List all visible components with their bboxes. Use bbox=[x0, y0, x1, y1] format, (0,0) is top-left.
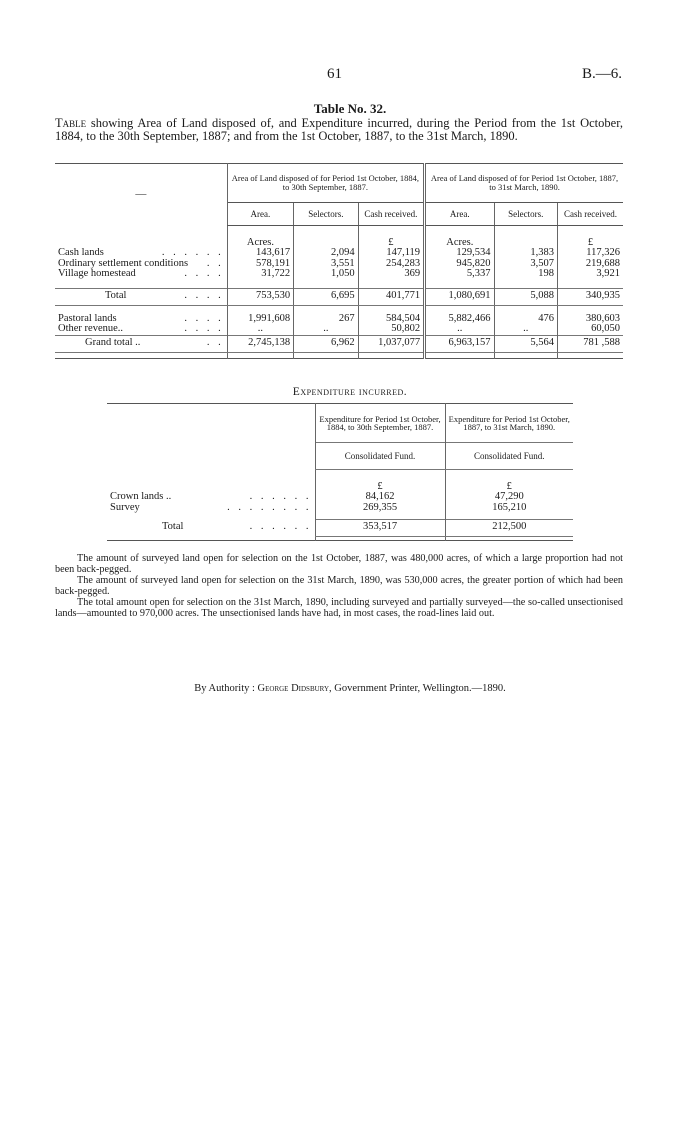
period-1-header: Area of Land disposed of for Period 1st October, 1884, to 30th September, 1887. bbox=[227, 164, 424, 203]
selectors-cell: .. bbox=[494, 324, 557, 335]
caption-lead: Table bbox=[55, 116, 87, 130]
row-label: Ordinary settlement conditions bbox=[58, 257, 189, 269]
col-header-selectors: Selectors. bbox=[494, 203, 557, 226]
table-row bbox=[107, 503, 573, 514]
cash-cell: 50,802 bbox=[358, 324, 424, 335]
note-paragraph: The amount of surveyed land open for selection on the 1st October, 1887, was 480,000 acres, of which a large proportion had not been back-pegged. bbox=[55, 553, 623, 575]
selectors-cell: .. bbox=[294, 324, 358, 335]
total-row bbox=[55, 288, 623, 305]
row-label: Crown lands .. bbox=[110, 491, 172, 502]
area-cell: 945,820 bbox=[425, 259, 494, 270]
area-cell: .. bbox=[227, 324, 293, 335]
amount-cell: 212,500 bbox=[445, 519, 573, 536]
leader-dots: . . . . . . bbox=[249, 491, 312, 502]
selectors-cell: 2,094 bbox=[294, 248, 358, 259]
unit-label: Acres. bbox=[425, 238, 494, 249]
selectors-cell: 1,050 bbox=[294, 269, 358, 280]
area-cell: 2,745,138 bbox=[227, 335, 293, 352]
cash-cell: 369 bbox=[358, 269, 424, 280]
leader-dots: . . . . . . . . bbox=[227, 501, 312, 513]
area-cell: 1,080,691 bbox=[425, 288, 494, 305]
selectors-cell: 3,551 bbox=[294, 259, 358, 270]
unit-label: Acres. bbox=[227, 238, 293, 249]
selectors-cell: 198 bbox=[494, 269, 557, 280]
amount-cell: 269,355 bbox=[315, 503, 445, 514]
area-cell: 1,991,608 bbox=[227, 314, 293, 325]
area-cell: 143,617 bbox=[227, 248, 293, 259]
leader-dots: . . bbox=[206, 257, 224, 269]
notes bbox=[55, 553, 623, 619]
row-label: Cash lands bbox=[58, 247, 104, 258]
row-label: Survey bbox=[110, 501, 140, 513]
table-row bbox=[55, 324, 623, 335]
grand-total-row bbox=[55, 335, 623, 352]
stub-header: — bbox=[135, 188, 147, 201]
expenditure-period-1-header: Expenditure for Period 1st October, 1884, to 30th September, 1887. bbox=[315, 404, 445, 443]
unit-label: £ bbox=[557, 238, 623, 249]
leader-dots: . . . . . . bbox=[249, 521, 312, 533]
table-title: Table No. 32. bbox=[313, 101, 387, 116]
area-cell: 578,191 bbox=[227, 259, 293, 270]
col-header-selectors: Selectors. bbox=[294, 203, 358, 226]
cash-cell: 117,326 bbox=[557, 248, 623, 259]
selectors-cell: 1,383 bbox=[494, 248, 557, 259]
col-header-cash: Cash received. bbox=[358, 203, 424, 226]
leader-dots: . . . . bbox=[184, 290, 224, 302]
cash-cell: 147,119 bbox=[358, 248, 424, 259]
amount-cell: 353,517 bbox=[315, 519, 445, 536]
table-caption bbox=[55, 117, 623, 143]
selectors-cell: 6,695 bbox=[294, 288, 358, 305]
printer-name: George Didsbury bbox=[257, 683, 330, 694]
selectors-cell: 5,088 bbox=[494, 288, 557, 305]
land-disposal-table bbox=[55, 163, 623, 359]
selectors-cell: 267 bbox=[294, 314, 358, 325]
cash-cell: 1,037,077 bbox=[358, 335, 424, 352]
leader-dots: . . . . bbox=[184, 268, 224, 279]
col-header-consolidated-fund: Consolidated Fund. bbox=[315, 443, 445, 470]
cash-cell: 3,921 bbox=[557, 269, 623, 280]
note-paragraph: The total amount open for selection on the 31st March, 1890, including surveyed and partially surveyed—the so-called unsectionised lands—amounted to 970,000 acres. The unsectionised lands have had, in most cases, the road-lines laid out. bbox=[55, 597, 623, 619]
unit-label: £ bbox=[445, 482, 573, 493]
area-cell: 753,530 bbox=[227, 288, 293, 305]
document-reference: B.—6. bbox=[582, 66, 623, 82]
caption-text: showing Area of Land disposed of, and Expenditure incurred, during the Period from the 1st October, 1884, to the 30th September, 1887; and from the 1st October, 1887, to the 31st March, 1890. bbox=[55, 116, 623, 143]
area-cell: 5,882,466 bbox=[425, 314, 494, 325]
selectors-cell: 476 bbox=[494, 314, 557, 325]
leader-dots: . . . . bbox=[184, 312, 224, 324]
col-header-area: Area. bbox=[425, 203, 494, 226]
printer-imprint bbox=[0, 683, 700, 694]
table-row bbox=[55, 269, 623, 280]
imprint-suffix: , Government Printer, Wellington.—1890. bbox=[329, 683, 506, 694]
selectors-cell: 3,507 bbox=[494, 259, 557, 270]
cash-cell: 401,771 bbox=[358, 288, 424, 305]
cash-cell: 219,688 bbox=[557, 259, 623, 270]
leader-dots: . . . . bbox=[184, 323, 224, 334]
area-cell: 129,534 bbox=[425, 248, 494, 259]
col-header-cash: Cash received. bbox=[557, 203, 623, 226]
expenditure-period-2-header: Expenditure for Period 1st October, 1887, to 31st March, 1890. bbox=[445, 404, 573, 443]
cash-cell: 340,935 bbox=[557, 288, 623, 305]
area-cell: .. bbox=[425, 324, 494, 335]
amount-cell: 84,162 bbox=[315, 492, 445, 503]
table-row bbox=[107, 492, 573, 503]
area-cell: 6,963,157 bbox=[425, 335, 494, 352]
unit-label: £ bbox=[358, 238, 424, 249]
area-cell: 5,337 bbox=[425, 269, 494, 280]
cash-cell: 380,603 bbox=[557, 314, 623, 325]
amount-cell: 165,210 bbox=[445, 503, 573, 514]
amount-cell: 47,290 bbox=[445, 492, 573, 503]
leader-dots: . . bbox=[206, 337, 224, 349]
imprint-prefix: By Authority : bbox=[194, 683, 258, 694]
period-2-header: Area of Land disposed of for Period 1st October, 1887, to 31st March, 1890. bbox=[425, 164, 623, 203]
unit-label: £ bbox=[315, 482, 445, 493]
cash-cell: 254,283 bbox=[358, 259, 424, 270]
page-number: 61 bbox=[327, 66, 342, 82]
table-row bbox=[55, 314, 623, 325]
cash-cell: 781 ,588 bbox=[557, 335, 623, 352]
note-paragraph: The amount of surveyed land open for selection on the 31st March, 1890, was 530,000 acres, the greater portion of which had been back-pegged. bbox=[55, 575, 623, 597]
cash-cell: 584,504 bbox=[358, 314, 424, 325]
row-label: Total bbox=[105, 290, 127, 302]
row-label: Village homestead bbox=[58, 268, 136, 279]
expenditure-table bbox=[107, 403, 573, 541]
area-cell: 31,722 bbox=[227, 269, 293, 280]
row-label: Other revenue.. bbox=[58, 323, 124, 334]
row-label: Pastoral lands bbox=[58, 312, 117, 324]
leader-dots: . . . . . . bbox=[161, 247, 224, 258]
total-row bbox=[107, 519, 573, 536]
col-header-area: Area. bbox=[227, 203, 293, 226]
selectors-cell: 6,962 bbox=[294, 335, 358, 352]
row-label: Grand total .. bbox=[85, 337, 141, 349]
row-label: Total bbox=[162, 521, 184, 533]
cash-cell: 60,050 bbox=[557, 324, 623, 335]
selectors-cell: 5,564 bbox=[494, 335, 557, 352]
col-header-consolidated-fund: Consolidated Fund. bbox=[445, 443, 573, 470]
expenditure-heading: Expenditure incurred. bbox=[292, 386, 408, 398]
